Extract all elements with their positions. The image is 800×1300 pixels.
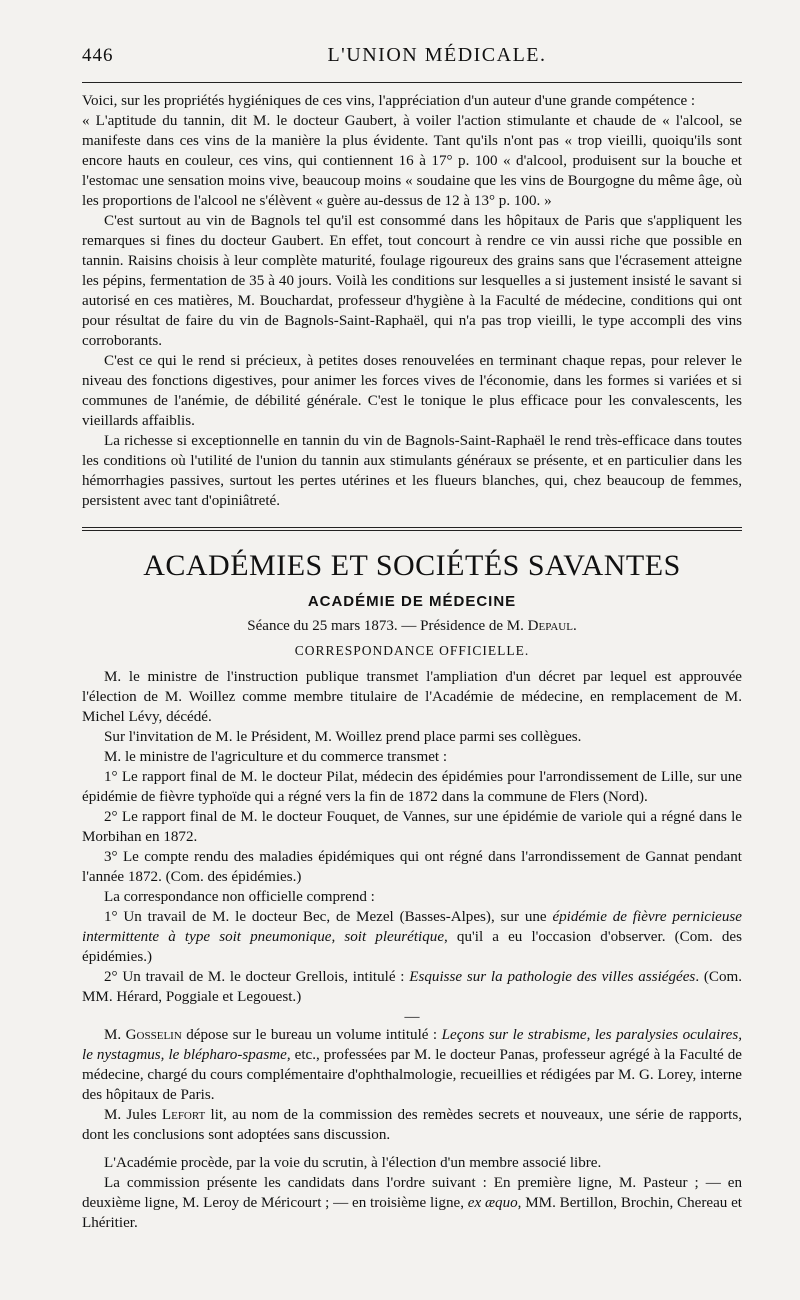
quote-text: « L'aptitude du tannin, dit M. le docteur Gaubert, à voiler l'action stimulante et chaude de « l'alcool, se manifeste dans ces vins de la manière la plus évidente. Tant qu'ils n'ont pas « trop vieilli, quoiqu'ils sont encore hauts en couleur, ces vins, qui contiennent 16 à 17° p. 100 « d'alcool, produisent sur la bouche et l'estomac une sensation moins vive, beaucoup moins « soudaine que les vins de Bourgogne du même âge, où les proportions de l'alcool ne s'élèvent « guère au-dessus de 12 à 13° p. 100. » xyxy=(82,113,742,209)
academy-paragraph-10: M. Gosselin dépose sur le bureau un volume intitulé : Leçons sur le strabisme, les paralysies oculaires, le nystagmus, le blépharo-spasme, etc., professées par M. le docteur Panas, professeur agrégé à la Faculté de médecine, chargé du cours complémentaire d'ophthalmologie, recueillies et rédigées par M. G. Lorey, interne des hôpitaux de Paris. xyxy=(82,1027,742,1103)
p11-text-b: lit, au nom de la commission des remèdes secrets et nouveaux, une série de rapports, dont les conclusions sont adoptées sans discussion. xyxy=(82,1107,742,1143)
academy-paragraph-7: La correspondance non officielle comprend : xyxy=(104,889,375,905)
academy-paragraph-8 xyxy=(82,907,742,967)
section-divider xyxy=(82,527,742,531)
p10-text-b: , etc., professées par M. le docteur Panas, professeur agrégé à la Faculté de médecine, chargé du cours complémentaire d'ophthalmologie, recueillies et rédigées par M. G. Lorey, interne des hôpitaux de Paris. xyxy=(82,1047,742,1103)
body-paragraph-3: La richesse si exceptionnelle en tannin du vin de Bagnols-Saint-Raphaël le rend très-efficace dans toutes les conditions où l'utilité de l'union du tannin aux stimulants généraux se présente, et en particulier dans les hémorrhagies passives, surtout les pertes utérines et les flueurs blanches, qui, chez beaucoup de femmes, persistent avec tant d'opiniâtreté. xyxy=(82,433,742,509)
academy-paragraph-1: M. le ministre de l'instruction publique transmet l'ampliation d'un décret par lequel est approuvée l'élection de M. Woillez comme membre titulaire de l'Académie de médecine, en remplacement de M. Michel Lévy, décédé. xyxy=(82,669,742,725)
p13-text-a: La commission présente les candidats dans l'ordre suivant : En première ligne, M. Pasteur ; — en deuxième ligne, M. Leroy de Méricourt ; — en troisième ligne, xyxy=(82,1175,742,1211)
p9-text-b: . (Com. MM. Hérard, Poggiale et Legouest.) xyxy=(82,969,743,1005)
academy-paragraph-3: M. le ministre de l'agriculture et du commerce transmet : xyxy=(104,749,448,765)
session-president: Depaul xyxy=(527,618,573,634)
p10-text-a: dépose sur le bureau un volume intitulé : xyxy=(181,1027,442,1043)
subsection-title: ACADÉMIE DE MÉDECINE xyxy=(307,593,517,610)
p11-name: Lefort xyxy=(161,1107,206,1123)
header-rule xyxy=(82,82,742,83)
body-paragraph-1: C'est surtout au vin de Bagnols tel qu'il est consommé dans les hôpitaux de Paris que s'appliquent les remarques si fines du docteur Gaubert. En effet, tout concourt à rendre ce vin aussi riche que possible en tannin. Raisins choisis à leur complète maturité, foulage rigoureux des grains sans que l'écrasement atteigne les pépins, fermentation de 35 à 40 jours. Voilà les conditions sur lesquelles a si justement insisté le savant si autorisé en ces matières, M. Bouchardat, professeur d'hygiène à la Faculté de médecine, conditions qui ont pour résultat de faire du vin de Bagnols-Saint-Raphaël, qui n'a pas trop vieilli, le type accompli des vins corroborants. xyxy=(82,213,742,349)
p8-text-a: 1° Un travail de M. le docteur Bec, de Mezel (Basses-Alpes), sur une xyxy=(104,909,553,925)
running-title: L'UNION MÉDICALE. xyxy=(327,44,547,66)
session-line xyxy=(82,618,742,635)
academy-paragraph-6: 3° Le compte rendu des maladies épidémiques qui ont régné dans l'arrondissement de Gannat pendant l'année 1872. (Com. des épidémies.) xyxy=(82,849,742,885)
session-prefix: Séance du 25 mars 1873. — Présidence de M. xyxy=(247,618,528,634)
academy-paragraph-12: L'Académie procède, par la voie du scrutin, à l'élection d'un membre associé libre. xyxy=(104,1155,602,1171)
correspondence-title: CORRESPONDANCE OFFICIELLE. xyxy=(294,643,530,658)
p13-text-b: , MM. Bertillon, Brochin, Chereau et Lhéritier. xyxy=(82,1195,743,1231)
academy-paragraph-11 xyxy=(82,1105,742,1145)
gaubert-quote xyxy=(82,111,742,211)
p9-text-a: 2° Un travail de M. le docteur Grellois, intitulé : xyxy=(104,969,410,985)
dash-separator: — xyxy=(404,1009,420,1025)
academy-paragraph-13 xyxy=(82,1173,742,1233)
spacer xyxy=(82,1145,742,1153)
page-number: 446 xyxy=(82,45,114,66)
academy-paragraph-4: 1° Le rapport final de M. le docteur Pilat, médecin des épidémies pour l'arrondissement de Lille, sur une épidémie de fièvre typhoïde qui a régné vers la fin de 1872 dans la commune de Flers (Nord). xyxy=(82,769,742,805)
session-suffix: . xyxy=(572,618,577,634)
intro-paragraph: Voici, sur les propriétés hygiéniques de ces vins, l'appréciation d'un auteur d'une grande compétence : xyxy=(82,93,696,109)
p11-prefix: M. Jules xyxy=(104,1107,162,1123)
body-paragraph-2: C'est ce qui le rend si précieux, à petites doses renouvelées en terminant chaque repas, pour relever le niveau des fonctions digestives, pour animer les forces vives de l'économie, dans les formes si variées et si communes de l'anémie, de débilité générale. C'est le tonique le plus efficace pour les convalescents, les vieillards affaiblis. xyxy=(82,353,742,429)
p8-italic: épidémie de fièvre pernicieuse intermittente à type soit pneumonique, soit pleurétique xyxy=(82,909,742,945)
p10-name: Gosselin xyxy=(125,1027,182,1043)
p9-italic: Esquisse sur la pathologie des villes assiégées xyxy=(409,969,696,985)
p13-italic: ex æquo xyxy=(467,1195,518,1211)
academy-paragraph-2: Sur l'invitation de M. le Président, M. Woillez prend place parmi ses collègues. xyxy=(104,729,582,745)
p10-italic: Leçons sur le strabisme, les paralysies oculaires, le nystagmus, le blépharo-spasme xyxy=(82,1027,742,1063)
academy-paragraph-9 xyxy=(82,967,742,1007)
section-title: ACADÉMIES ET SOCIÉTÉS SAVANTES xyxy=(143,549,681,582)
page-header xyxy=(82,44,742,78)
p8-text-b: , qu'il a eu l'occasion d'observer. (Com. des épidémies.) xyxy=(82,929,743,965)
academy-paragraph-5: 2° Le rapport final de M. le docteur Fouquet, de Vannes, sur une épidémie de variole qui a régné dans le Morbihan en 1872. xyxy=(82,809,742,845)
